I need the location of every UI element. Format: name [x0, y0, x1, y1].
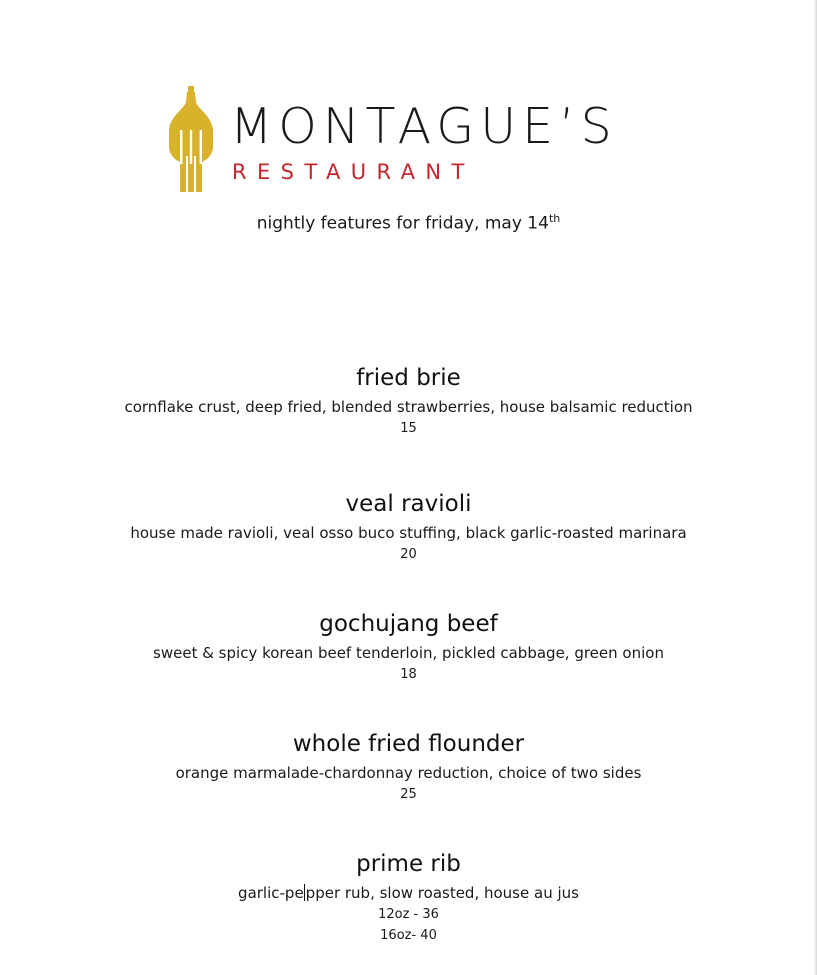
menu-item-description: sweet & spicy korean beef tenderloin, pickled cabbage, green onion	[153, 644, 664, 662]
menu-date-tagline	[0, 212, 817, 234]
menu-item-price: 18	[400, 667, 417, 682]
menu-item-price-16oz: 16oz- 40	[380, 928, 437, 943]
restaurant-logo	[166, 86, 656, 196]
fork-bottle-icon	[166, 86, 216, 194]
menu-item-name: fried brie	[356, 365, 461, 391]
menu-item-prime-rib	[0, 850, 817, 946]
menu-item-fried-brie	[0, 364, 817, 439]
menu-item-price-12oz: 12oz - 36	[378, 907, 439, 922]
description-text-after-cursor: pper rub, slow roasted, house au jus	[305, 884, 579, 902]
menu-item-name: gochujang beef	[319, 611, 498, 637]
menu-item-gochujang-beef	[0, 610, 817, 685]
menu-item-name: whole fried flounder	[292, 731, 525, 757]
menu-item-description: house made ravioli, veal osso buco stuffing, black garlic-roasted marinara	[130, 524, 687, 542]
menu-item-veal-ravioli	[0, 490, 817, 565]
menu-item-price: 15	[400, 421, 417, 436]
menu-item-name: prime rib	[356, 851, 461, 877]
description-text-before-cursor: garlic-pe	[238, 884, 304, 902]
menu-item-description[interactable]	[0, 882, 817, 904]
logo-subtitle: RESTAURANT	[232, 160, 475, 184]
menu-item-description: cornflake crust, deep fried, blended strawberries, house balsamic reduction	[124, 398, 693, 416]
logo-name: MONTAGUE’S	[230, 98, 618, 155]
menu-item-price: 20	[400, 547, 417, 562]
tagline-text: nightly features for friday, may 14	[256, 213, 549, 234]
menu-item-description: orange marmalade-chardonnay reduction, choice of two sides	[175, 764, 642, 782]
menu-item-price: 25	[400, 787, 417, 802]
menu-item-whole-fried-flounder	[0, 730, 817, 805]
menu-item-name: veal ravioli	[345, 491, 472, 517]
tagline-ordinal-suffix: th	[548, 212, 561, 225]
